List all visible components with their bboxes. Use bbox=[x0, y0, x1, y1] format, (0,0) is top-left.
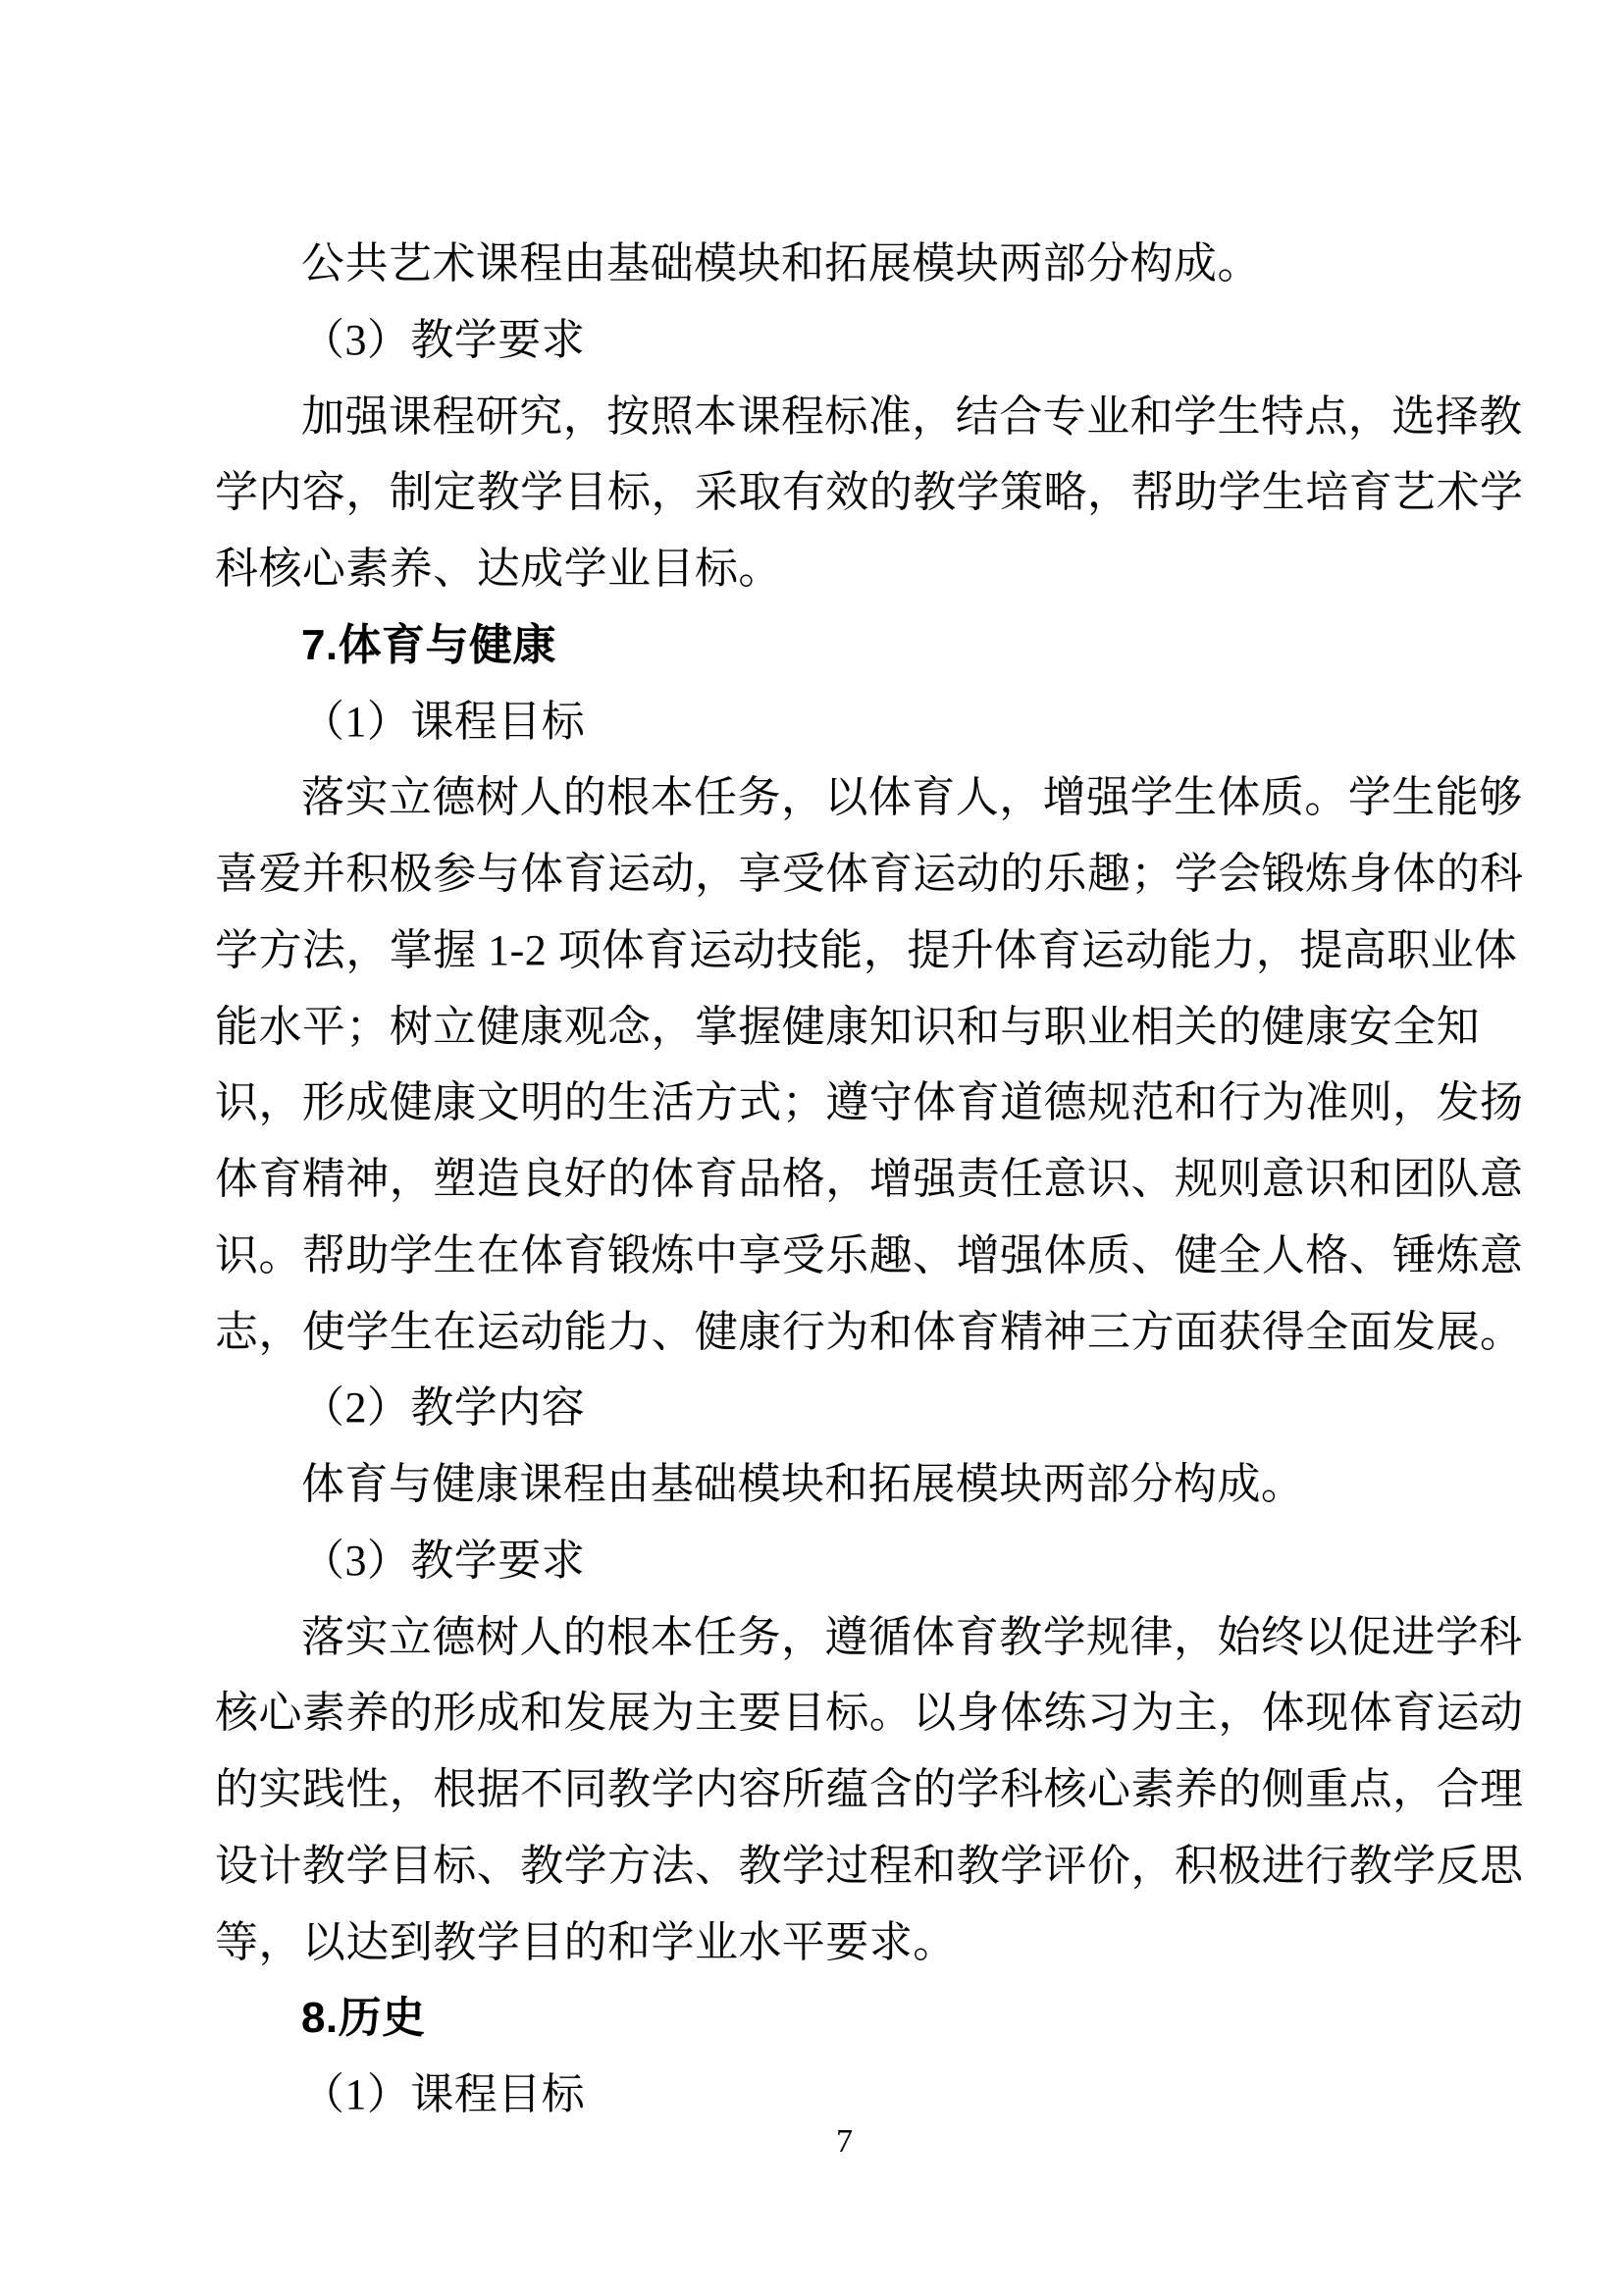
document-text-block bbox=[215, 226, 1524, 2133]
body-text-line: 科核心素养、达成学业目标。 bbox=[215, 545, 782, 593]
section-heading-sports-health: 7.体育与健康 bbox=[301, 620, 556, 669]
body-text-line: 核心素养的形成和发展为主要目标。以身体练习为主，体现体育运动 bbox=[215, 1689, 1524, 1738]
body-text-line: 识，形成健康文明的生活方式；遵守体育道德规范和行为准则，发扬 bbox=[215, 1078, 1524, 1127]
body-text-line: 体育与健康课程由基础模块和拓展模块两部分构成。 bbox=[301, 1460, 1305, 1508]
body-text-line: 公共艺术课程由基础模块和拓展模块两部分构成。 bbox=[301, 239, 1261, 287]
subheading-teaching-requirements: （3）教学要求 bbox=[301, 1536, 586, 1585]
subheading-teaching-content: （2）教学内容 bbox=[301, 1383, 586, 1433]
body-text-line: 喜爱并积极参与体育运动，享受体育运动的乐趣；学会锻炼身体的科 bbox=[215, 850, 1524, 898]
body-text-line: 能水平；树立健康观念，掌握健康知识和与职业相关的健康安全知 bbox=[215, 1002, 1481, 1051]
body-text-line: 加强课程研究，按照本课程标准，结合专业和学生特点，选择教 bbox=[301, 391, 1523, 441]
body-text-line: 落实立德树人的根本任务，以体育人，增强学生体质。学生能够 bbox=[301, 773, 1523, 822]
body-text-line: 学方法，掌握 1-2 项体育运动技能，提升体育运动能力，提高职业体 bbox=[215, 925, 1518, 974]
body-text-line: 的实践性，根据不同教学内容所蕴含的学科核心素养的侧重点，合理 bbox=[215, 1765, 1524, 1813]
body-text-line: 落实立德树人的根本任务，遵循体育教学规律，始终以促进学科 bbox=[301, 1612, 1523, 1661]
subheading-course-objectives: （1）课程目标 bbox=[301, 2070, 586, 2118]
section-heading-history: 8.历史 bbox=[301, 1994, 426, 2043]
subheading-course-objectives: （1）课程目标 bbox=[301, 697, 586, 746]
body-text-line: 等，以达到教学目的和学业水平要求。 bbox=[215, 1917, 957, 1966]
subheading-teaching-requirements: （3）教学要求 bbox=[301, 315, 586, 364]
body-text-line: 志，使学生在运动能力、健康行为和体育精神三方面获得全面发展。 bbox=[215, 1307, 1524, 1356]
page-number: 7 bbox=[836, 2123, 853, 2160]
body-text-line: 体育精神，塑造良好的体育品格，增强责任意识、规则意识和团队意 bbox=[215, 1155, 1524, 1203]
body-text-line: 识。帮助学生在体育锻炼中享受乐趣、增强体质、健全人格、锤炼意 bbox=[215, 1230, 1524, 1279]
body-text-line: 设计教学目标、教学方法、教学过程和教学评价，积极进行教学反思 bbox=[215, 1841, 1524, 1890]
body-text-line: 学内容，制定教学目标，采取有效的教学策略，帮助学生培育艺术学 bbox=[215, 468, 1524, 517]
